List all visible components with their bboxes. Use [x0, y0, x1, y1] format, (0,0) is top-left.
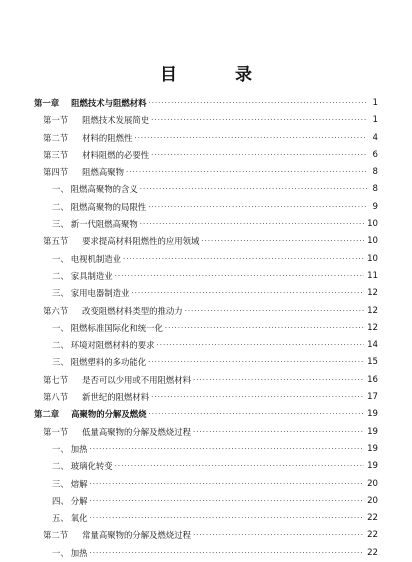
toc-entry-sub[interactable] [34, 216, 378, 233]
toc-entry-label [34, 510, 90, 527]
page-title: 目 录 [160, 65, 278, 85]
toc-entry-title: 阻燃技术与阻燃材料 [71, 98, 147, 108]
toc-entry-page: 12 [367, 288, 378, 299]
toc-entry-label [34, 268, 115, 285]
toc-entry-number: 五、 [52, 513, 69, 524]
toc-entry-page: 1 [372, 98, 378, 108]
toc-entry-label [34, 216, 140, 233]
toc-entry-number: 第二节 [43, 530, 69, 541]
toc-entry-page: 22 [367, 547, 378, 558]
toc-entry-label [34, 112, 151, 129]
toc-entry-number: 一、 [52, 184, 69, 195]
toc-entry-sub[interactable] [34, 320, 378, 337]
toc-entry-label [34, 476, 90, 493]
toc-entry-section[interactable] [34, 164, 378, 181]
dot-leader [90, 510, 365, 527]
toc-entry-title: 分解 [70, 495, 88, 506]
toc-entry-sub[interactable] [34, 441, 378, 458]
toc-entry-number: 第七节 [43, 374, 69, 385]
toc-entry-number: 三、 [52, 478, 69, 489]
toc-entry-label [34, 147, 151, 164]
toc-entry-page: 9 [372, 201, 378, 212]
toc-entry-section[interactable] [34, 389, 378, 406]
toc-entry-label [34, 303, 185, 320]
toc-entry-page: 20 [367, 495, 378, 506]
toc-entry-title: 低量高聚物的分解及燃烧过程 [82, 426, 191, 437]
dot-leader [140, 216, 364, 233]
toc-entry-page: 8 [372, 184, 378, 195]
toc-entry-number: 二、 [52, 340, 69, 351]
toc-entry-number: 三、 [52, 219, 69, 230]
toc-entry-label [34, 458, 115, 475]
dot-leader [149, 406, 365, 423]
toc-entry-label [34, 320, 165, 337]
toc-entry-label [34, 199, 148, 216]
toc-entry-page: 6 [372, 149, 378, 160]
toc-entry-number: 三、 [52, 288, 69, 299]
toc-entry-section[interactable] [34, 424, 378, 441]
dot-leader [165, 320, 364, 337]
toc-entry-page: 16 [367, 374, 378, 385]
toc-entry-section[interactable] [34, 527, 378, 544]
toc-entry-title: 材料的阻燃性 [82, 132, 133, 143]
toc-entry-label [34, 424, 193, 441]
dot-leader [193, 424, 364, 441]
toc-entry-title: 阻燃高聚物的局限性 [70, 201, 147, 212]
toc-entry-number: 第六节 [43, 305, 69, 316]
toc-entry-number: 二、 [52, 270, 69, 281]
toc-entry-label [34, 95, 149, 112]
toc-entry-sub[interactable] [34, 354, 378, 371]
toc-entry-page: 14 [367, 340, 378, 351]
toc-entry-chapter[interactable] [34, 406, 378, 423]
dot-leader [148, 199, 367, 216]
toc-entry-page: 19 [367, 461, 378, 472]
dot-leader [131, 285, 364, 302]
dot-leader [193, 527, 364, 544]
toc-entry-number: 第三节 [43, 149, 69, 160]
toc-entry-page: 11 [367, 270, 378, 281]
toc-entry-sub[interactable] [34, 545, 378, 562]
dot-leader [151, 389, 364, 406]
toc-entry-number: 第一节 [43, 115, 69, 126]
toc-entry-label [34, 527, 193, 544]
toc-entry-label [34, 545, 90, 562]
toc-entry-title: 熔解 [70, 478, 88, 489]
dot-leader [140, 181, 367, 198]
toc-entry-label [34, 337, 157, 354]
toc-entry-page: 8 [372, 167, 378, 178]
toc-entry-title: 电视机制造业 [70, 253, 121, 264]
toc-entry-title: 家具制造业 [70, 270, 113, 281]
dot-leader [115, 268, 364, 285]
toc-entry-page: 20 [367, 478, 378, 489]
toc-entry-number: 一、 [52, 253, 69, 264]
toc-entry-title: 阻燃标准国际化和统一化 [70, 322, 163, 333]
toc-entry-page: 19 [367, 443, 378, 454]
toc-entry-page: 15 [367, 357, 378, 368]
dot-leader [149, 95, 368, 112]
toc-entry-label [34, 285, 131, 302]
toc-entry-page: 19 [367, 409, 378, 420]
dot-leader [123, 251, 364, 268]
toc-entry-title: 要求提高材料阻燃性的应用领域 [82, 236, 200, 247]
toc-entry-label [34, 389, 151, 406]
toc-entry-sub[interactable] [34, 458, 378, 475]
toc-entry-title: 阻燃高聚物 [82, 167, 124, 178]
toc-entry-number: 一、 [52, 547, 69, 558]
toc-entry-title: 加热 [70, 443, 88, 454]
dot-leader [134, 130, 367, 147]
toc-entry-title: 改变阻燃材料类型的推动力 [82, 305, 183, 316]
toc-entry-number: 第八节 [43, 392, 69, 403]
dot-leader [148, 354, 364, 371]
dot-leader [115, 458, 364, 475]
toc-entry-page: 10 [367, 219, 378, 230]
dot-leader [90, 441, 365, 458]
toc-entry-title: 玻璃化转变 [70, 461, 113, 472]
toc-entry-label [34, 181, 140, 198]
dot-leader [90, 493, 365, 510]
toc-entry-page: 10 [367, 253, 378, 264]
toc-entry-sub[interactable] [34, 181, 378, 198]
toc-entry-sub[interactable] [34, 493, 378, 510]
toc-entry-label [34, 406, 149, 423]
toc-entry-title: 高聚物的分解及燃烧 [71, 409, 147, 420]
toc-entry-title: 加热 [70, 547, 88, 558]
toc-entry-chapter[interactable] [34, 95, 378, 112]
toc-entry-title: 新世纪的阻燃材料 [82, 392, 150, 403]
dot-leader [151, 147, 367, 164]
toc-entry-label [34, 233, 201, 250]
toc-entry-page: 4 [372, 132, 378, 143]
toc-entry-title: 是否可以少用或不用阻燃材料 [82, 374, 191, 385]
toc-entry-section[interactable] [34, 303, 378, 320]
toc-entry-sub[interactable] [34, 251, 378, 268]
toc-entry-number: 二、 [52, 461, 69, 472]
toc-entry-label [34, 372, 193, 389]
toc-entry-number: 第五节 [43, 236, 69, 247]
toc-entry-number: 四、 [52, 495, 69, 506]
toc-entry-title: 材料阻燃的必要性 [82, 149, 150, 160]
toc-entry-section[interactable] [34, 372, 378, 389]
toc-entry-sub[interactable] [34, 476, 378, 493]
toc-entry-title: 阻燃高聚物的含义 [70, 184, 138, 195]
toc-entry-section[interactable] [34, 130, 378, 147]
toc-entry-number: 一、 [52, 443, 69, 454]
toc-entry-number: 第一章 [34, 98, 60, 108]
toc-entry-title: 环境对阻燃材料的要求 [70, 340, 155, 351]
dot-leader [185, 303, 364, 320]
toc-entry-number: 第四节 [43, 167, 69, 178]
toc-entry-sub[interactable] [34, 268, 378, 285]
toc-entry-page: 12 [367, 305, 378, 316]
toc-entry-number: 第二章 [34, 409, 60, 420]
dot-leader [193, 372, 364, 389]
toc-entry-number: 一、 [52, 322, 69, 333]
dot-leader [201, 233, 364, 250]
toc-entry-title: 阻燃技术发展简史 [82, 115, 150, 126]
toc-entry-page: 22 [367, 530, 378, 541]
toc-entry-page: 19 [367, 426, 378, 437]
toc-entry-label [34, 251, 123, 268]
toc-entry-page: 12 [367, 322, 378, 333]
dot-leader [157, 337, 365, 354]
toc-entry-sub[interactable] [34, 199, 378, 216]
toc-entry-label [34, 130, 134, 147]
toc-entry-title: 氧化 [70, 513, 88, 524]
toc-entry-sub[interactable] [34, 510, 378, 527]
table-of-contents [34, 95, 378, 562]
dot-leader [126, 164, 367, 181]
toc-entry-title: 家用电器制造业 [70, 288, 130, 299]
toc-entry-section[interactable] [34, 233, 378, 250]
toc-entry-sub[interactable] [34, 285, 378, 302]
toc-entry-label [34, 164, 126, 181]
toc-entry-page: 17 [367, 392, 378, 403]
toc-entry-title: 新一代阻燃高聚物 [70, 219, 138, 230]
toc-entry-number: 二、 [52, 201, 69, 212]
toc-entry-number: 第一节 [43, 426, 69, 437]
dot-leader [151, 112, 367, 129]
toc-entry-section[interactable] [34, 147, 378, 164]
toc-entry-page: 10 [367, 236, 378, 247]
toc-entry-page: 1 [372, 115, 378, 126]
toc-entry-section[interactable] [34, 112, 378, 129]
toc-entry-number: 三、 [52, 357, 69, 368]
toc-entry-sub[interactable] [34, 337, 378, 354]
dot-leader [90, 545, 365, 562]
toc-entry-label [34, 354, 148, 371]
toc-entry-label [34, 441, 90, 458]
toc-entry-label [34, 493, 90, 510]
toc-entry-title: 阻燃塑料的多功能化 [70, 357, 147, 368]
toc-entry-page: 22 [367, 513, 378, 524]
toc-entry-title: 常量高聚物的分解及燃烧过程 [82, 530, 191, 541]
toc-entry-number: 第二节 [43, 132, 69, 143]
dot-leader [90, 476, 365, 493]
